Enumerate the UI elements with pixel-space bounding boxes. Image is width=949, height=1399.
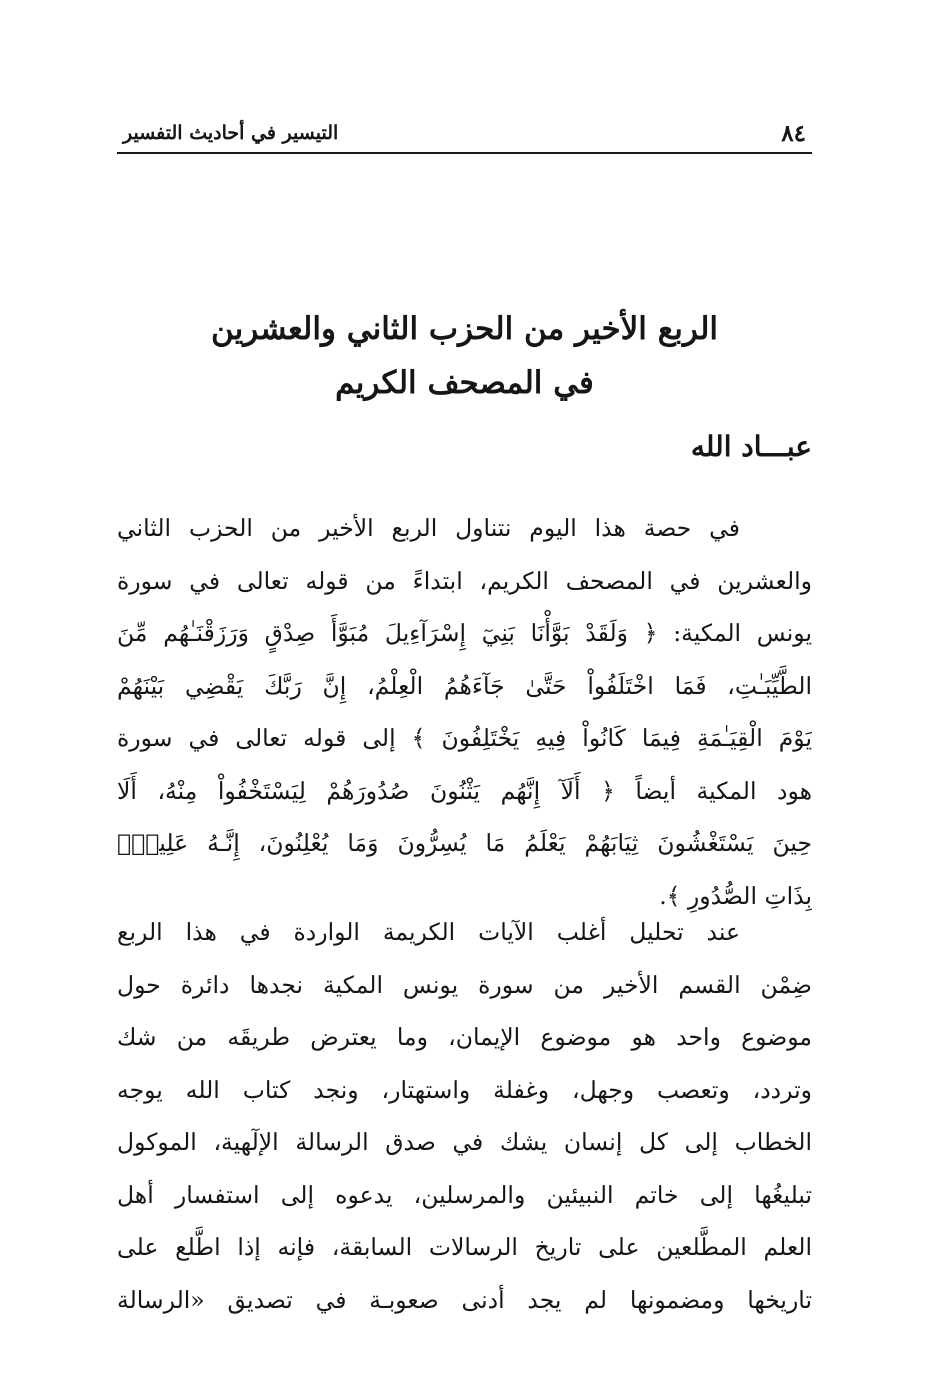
text-line: بِذَاتِ الصُّدُورِ ﴾. — [659, 881, 812, 910]
text-line: يَوْمَ الْقِيَـٰمَةِ فِيمَا كَانُواْ فِيهِ يَخْتَلِفُونَ ﴾ إلى قوله تعالى في سورة — [117, 724, 812, 752]
text-line: وتردد، وتعصب وجهل، وغفلة واستهتار، ونجد كتاب الله يوجه — [117, 1075, 812, 1104]
text-line: تاريخها ومضمونها لم يجد أدنى صعوبـة في تصديق «الرسالة — [117, 1285, 812, 1314]
text-line: هود المكية أيضاً ﴿ أَلَآ إِنَّهُم يَثْنُونَ صُدُورَهُمْ لِيَسْتَخْفُواْ مِنْهُ، أَلَا — [117, 776, 812, 805]
text-line: عند تحليل أغلب الآيات الكريمة الواردة في هذا الربع — [117, 918, 740, 946]
book-title: التيسير في أحاديث التفسير — [123, 122, 339, 144]
chapter-title-line-2: في المصحف الكريم — [335, 365, 594, 401]
text-line: العلم المطَّلعين على تاريخ الرسالات السابقة، فإنه إذا اطَّلع على — [117, 1233, 812, 1261]
chapter-title — [117, 302, 812, 410]
text-line: ضِمْن القسم الأخير من سورة يونس المكية نجدها دائرة حول — [117, 970, 812, 999]
running-header — [117, 112, 812, 154]
page-number: ٨٤ — [781, 120, 806, 147]
text-line: الطَّيِّبَـٰتِ، فَمَا اخْتَلَفُواْ حَتَّىٰ جَآءَهُمُ الْعِلْمُ، إِنَّ رَبَّكَ يَقْضِي بَيْنَهُمْ — [117, 671, 812, 700]
text-line: والعشرين في المصحف الكريم، ابتداءً من قوله تعالى في سورة — [117, 566, 812, 595]
paragraph-1 — [117, 502, 812, 922]
text-line: حِينَ يَسْتَغْشُونَ ثِيَابَهُمْ يَعْلَمُ مَا يُسِرُّونَ وَمَا يُعْلِنُونَ، إِنَّـهُ عَلِيمُۢ — [117, 829, 812, 857]
chapter-title-line-1: الربع الأخير من الحزب الثاني والعشرين — [210, 311, 719, 347]
text-line: في حصة هذا اليوم نتناول الربع الأخير من الحزب الثاني — [117, 514, 740, 542]
text-line: الخطاب إلى كل إنسان يشك في صدق الرسالة الإلٓهية، الموكول — [117, 1128, 812, 1156]
paragraph-2 — [117, 906, 812, 1326]
section-heading: عبـــاد الله — [690, 430, 812, 463]
text-line: يونس المكية: ﴿ وَلَقَدْ بَوَّأْنَا بَنِيٓ إِسْرَآءِيلَ مُبَوَّأَ صِدْقٍ وَرَزَقْنَـٰهُم مِّنَ — [117, 619, 812, 647]
text-line: موضوع واحد هو موضوع الإيمان، وما يعترض طريقَه من شك — [117, 1023, 812, 1051]
text-line: تبليغُها إلى خاتم النبيئين والمرسلين، يدعوه إلى استفسار أهل — [117, 1180, 812, 1209]
